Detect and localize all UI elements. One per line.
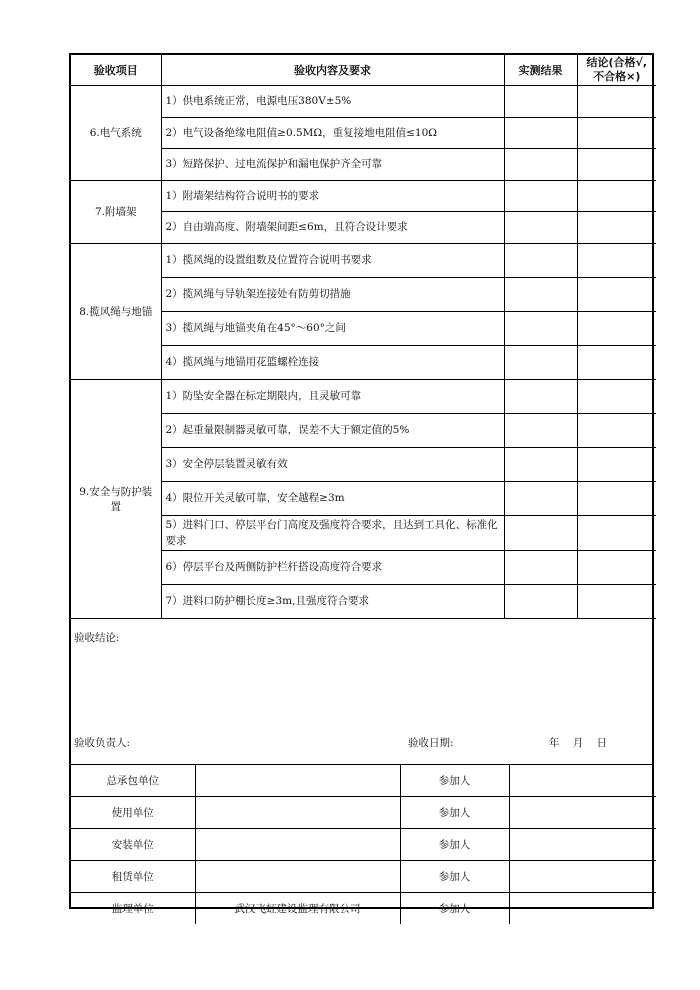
unit-name[interactable] <box>195 828 400 860</box>
header-row <box>71 55 656 85</box>
result-cell[interactable] <box>504 243 577 277</box>
unit-name[interactable] <box>195 796 400 828</box>
result-cell[interactable] <box>504 345 577 379</box>
item-cell: 2）自由端高度、附墙架间距≤6m，且符合设计要求 <box>161 211 504 243</box>
participant-field[interactable] <box>509 892 656 924</box>
result-cell[interactable] <box>504 85 577 117</box>
signature-row <box>71 765 656 797</box>
table-row <box>71 379 656 413</box>
inspection-table <box>71 55 656 619</box>
result-cell[interactable] <box>504 180 577 211</box>
verdict-cell[interactable] <box>577 584 656 618</box>
participant-label: 参加人 <box>400 828 509 860</box>
result-cell[interactable] <box>504 379 577 413</box>
result-cell[interactable] <box>504 447 577 481</box>
verdict-cell[interactable] <box>577 211 656 243</box>
acceptance-form <box>69 53 654 915</box>
participant-label: 参加人 <box>400 796 509 828</box>
item-cell: 2）起重量限制器灵敏可靠，误差不大于额定值的5% <box>161 413 504 447</box>
item-cell: 4）揽风绳与地锚用花篮螺栓连接 <box>161 345 504 379</box>
header-verdict <box>577 55 656 85</box>
verdict-cell[interactable] <box>577 481 656 515</box>
item-cell: 1）附墙架结构符合说明书的要求 <box>161 180 504 211</box>
item-cell: 4）限位开关灵敏可靠，安全越程≥3m <box>161 481 504 515</box>
table-row <box>71 85 656 117</box>
participant-label: 参加人 <box>400 765 509 797</box>
signature-row <box>71 860 656 892</box>
participant-field[interactable] <box>509 828 656 860</box>
header-content: 验收内容及要求 <box>161 55 504 85</box>
verdict-cell[interactable] <box>577 85 656 117</box>
unit-name[interactable] <box>195 765 400 797</box>
participant-field[interactable] <box>509 796 656 828</box>
item-cell: 2）揽风绳与导轨架连接处有防剪切措施 <box>161 277 504 311</box>
participant-field[interactable] <box>509 765 656 797</box>
header-verdict-line1: 结论(合格√, <box>586 55 648 69</box>
signature-row <box>71 796 656 828</box>
item-cell: 5）进料门口、停层平台门高度及强度符合要求，且达到工具化、标准化要求 <box>161 515 504 550</box>
verdict-cell[interactable] <box>577 277 656 311</box>
verdict-cell[interactable] <box>577 379 656 413</box>
category-guy-ropes: 8.揽风绳与地锚 <box>71 243 161 379</box>
verdict-cell[interactable] <box>577 515 656 550</box>
category-safety-line1: 9.安全与防护装 <box>79 485 153 498</box>
verdict-cell[interactable] <box>577 148 656 180</box>
item-cell: 2）电气设备绝缘电阻值≥0.5MΩ，重复接地电阻值≤10Ω <box>161 117 504 148</box>
signature-row <box>71 828 656 860</box>
conclusion-label: 验收结论: <box>74 631 120 644</box>
participant-label: 参加人 <box>400 860 509 892</box>
category-wall-ties: 7.附墙架 <box>71 180 161 243</box>
unit-label: 总承包单位 <box>71 765 195 797</box>
unit-name[interactable]: 武汉飞虹建设监理有限公司 <box>195 892 400 924</box>
result-cell[interactable] <box>504 515 577 550</box>
table-row <box>71 243 656 277</box>
category-electrical: 6.电气系统 <box>71 85 161 180</box>
item-cell: 1）供电系统正常，电源电压380V±5% <box>161 85 504 117</box>
item-cell: 7）进料口防护棚长度≥3m,且强度符合要求 <box>161 584 504 618</box>
item-cell: 3）短路保护、过电流保护和漏电保护齐全可靠 <box>161 148 504 180</box>
result-cell[interactable] <box>504 550 577 584</box>
verdict-cell[interactable] <box>577 345 656 379</box>
header-item: 验收项目 <box>71 55 161 85</box>
participant-label: 参加人 <box>400 892 509 924</box>
participant-field[interactable] <box>509 860 656 892</box>
category-safety-line2: 置 <box>110 500 121 513</box>
item-cell: 3）揽风绳与地锚夹角在45°～60°之间 <box>161 311 504 345</box>
result-cell[interactable] <box>504 311 577 345</box>
table-row <box>71 180 656 211</box>
header-verdict-line2: 不合格×) <box>593 69 641 83</box>
unit-label: 监理单位 <box>71 892 195 924</box>
result-cell[interactable] <box>504 277 577 311</box>
conclusion-block[interactable] <box>71 619 652 765</box>
date-label: 验收日期: <box>408 736 454 749</box>
verdict-cell[interactable] <box>577 311 656 345</box>
unit-label: 安装单位 <box>71 828 195 860</box>
verdict-cell[interactable] <box>577 243 656 277</box>
result-cell[interactable] <box>504 584 577 618</box>
verdict-cell[interactable] <box>577 180 656 211</box>
item-cell: 1）防坠安全器在标定期限内，且灵敏可靠 <box>161 379 504 413</box>
item-cell: 3）安全停层装置灵敏有效 <box>161 447 504 481</box>
header-result: 实测结果 <box>504 55 577 85</box>
unit-name[interactable] <box>195 860 400 892</box>
result-cell[interactable] <box>504 117 577 148</box>
item-cell: 1）揽风绳的设置组数及位置符合说明书要求 <box>161 243 504 277</box>
unit-label: 使用单位 <box>71 796 195 828</box>
result-cell[interactable] <box>504 481 577 515</box>
responsible-label: 验收负责人: <box>74 736 131 749</box>
category-safety-devices <box>71 379 161 618</box>
result-cell[interactable] <box>504 211 577 243</box>
signature-table <box>71 765 656 924</box>
signature-row <box>71 892 656 924</box>
result-cell[interactable] <box>504 148 577 180</box>
verdict-cell[interactable] <box>577 447 656 481</box>
date-ymd: 年 月 日 <box>549 736 608 749</box>
unit-label: 租赁单位 <box>71 860 195 892</box>
result-cell[interactable] <box>504 413 577 447</box>
verdict-cell[interactable] <box>577 413 656 447</box>
verdict-cell[interactable] <box>577 550 656 584</box>
verdict-cell[interactable] <box>577 117 656 148</box>
item-cell: 6）停层平台及两侧防护栏杆搭设高度符合要求 <box>161 550 504 584</box>
